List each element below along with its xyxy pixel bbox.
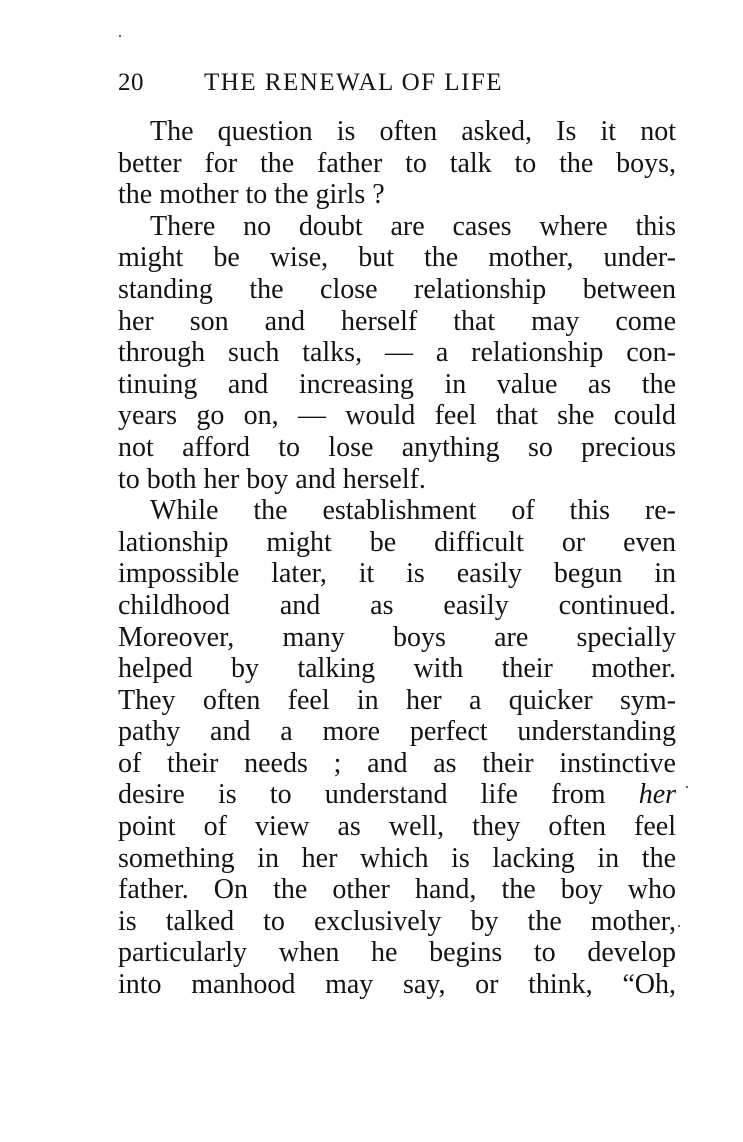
text-line: not afford to lose anything so precious (118, 431, 676, 463)
body-text (118, 116, 676, 1001)
line-text: desire is to understand life from (118, 779, 606, 811)
text-line: There no doubt are cases where this (150, 210, 676, 242)
page-number: 20 (118, 69, 144, 96)
text-line: While the establishment of this re- (150, 495, 676, 527)
text-line: through such talks, — a relationship con- (118, 337, 676, 369)
text-line: into manhood may say, or think, “Oh, (118, 969, 676, 1001)
emphasized-word: her (638, 779, 677, 811)
text-line: helped by talking with their mother. (118, 653, 676, 685)
print-speck (119, 35, 121, 37)
running-head: THE RENEWAL OF LIFE (204, 69, 504, 96)
text-line: The question is often asked, Is it not (150, 116, 676, 147)
page-header (118, 66, 678, 100)
text-line: father. On the other hand, the boy who (118, 874, 676, 906)
print-speck (686, 786, 688, 788)
text-line: is talked to exclusively by the mother, (118, 905, 676, 937)
text-line: pathy and a more perfect understanding (118, 716, 676, 748)
text-line: years go on, — would feel that she could (118, 400, 676, 432)
text-line: Moreover, many boys are specially (118, 621, 676, 653)
text-line: her son and herself that may come (118, 305, 676, 337)
text-line: the mother to the girls ? (118, 179, 385, 211)
text-line: something in her which is lacking in the (118, 842, 676, 874)
text-line: might be wise, but the mother, under- (118, 242, 676, 274)
text-line (118, 779, 676, 811)
print-speck (678, 925, 680, 927)
text-line: impossible later, it is easily begun in (118, 558, 676, 590)
text-line: of their needs ; and as their instinctive (118, 747, 676, 779)
text-line: particularly when he begins to develop (118, 937, 676, 969)
text-line: childhood and as easily continued. (118, 589, 676, 621)
text-line: They often feel in her a quicker sym- (118, 684, 676, 716)
text-line: better for the father to talk to the boys, (118, 147, 676, 179)
text-line: to both her boy and herself. (118, 463, 426, 495)
text-line: point of view as well, they often feel (118, 811, 676, 843)
text-line: lationship might be difficult or even (118, 526, 676, 558)
text-line: standing the close relationship between (118, 273, 676, 305)
text-line: tinuing and increasing in value as the (118, 368, 676, 400)
